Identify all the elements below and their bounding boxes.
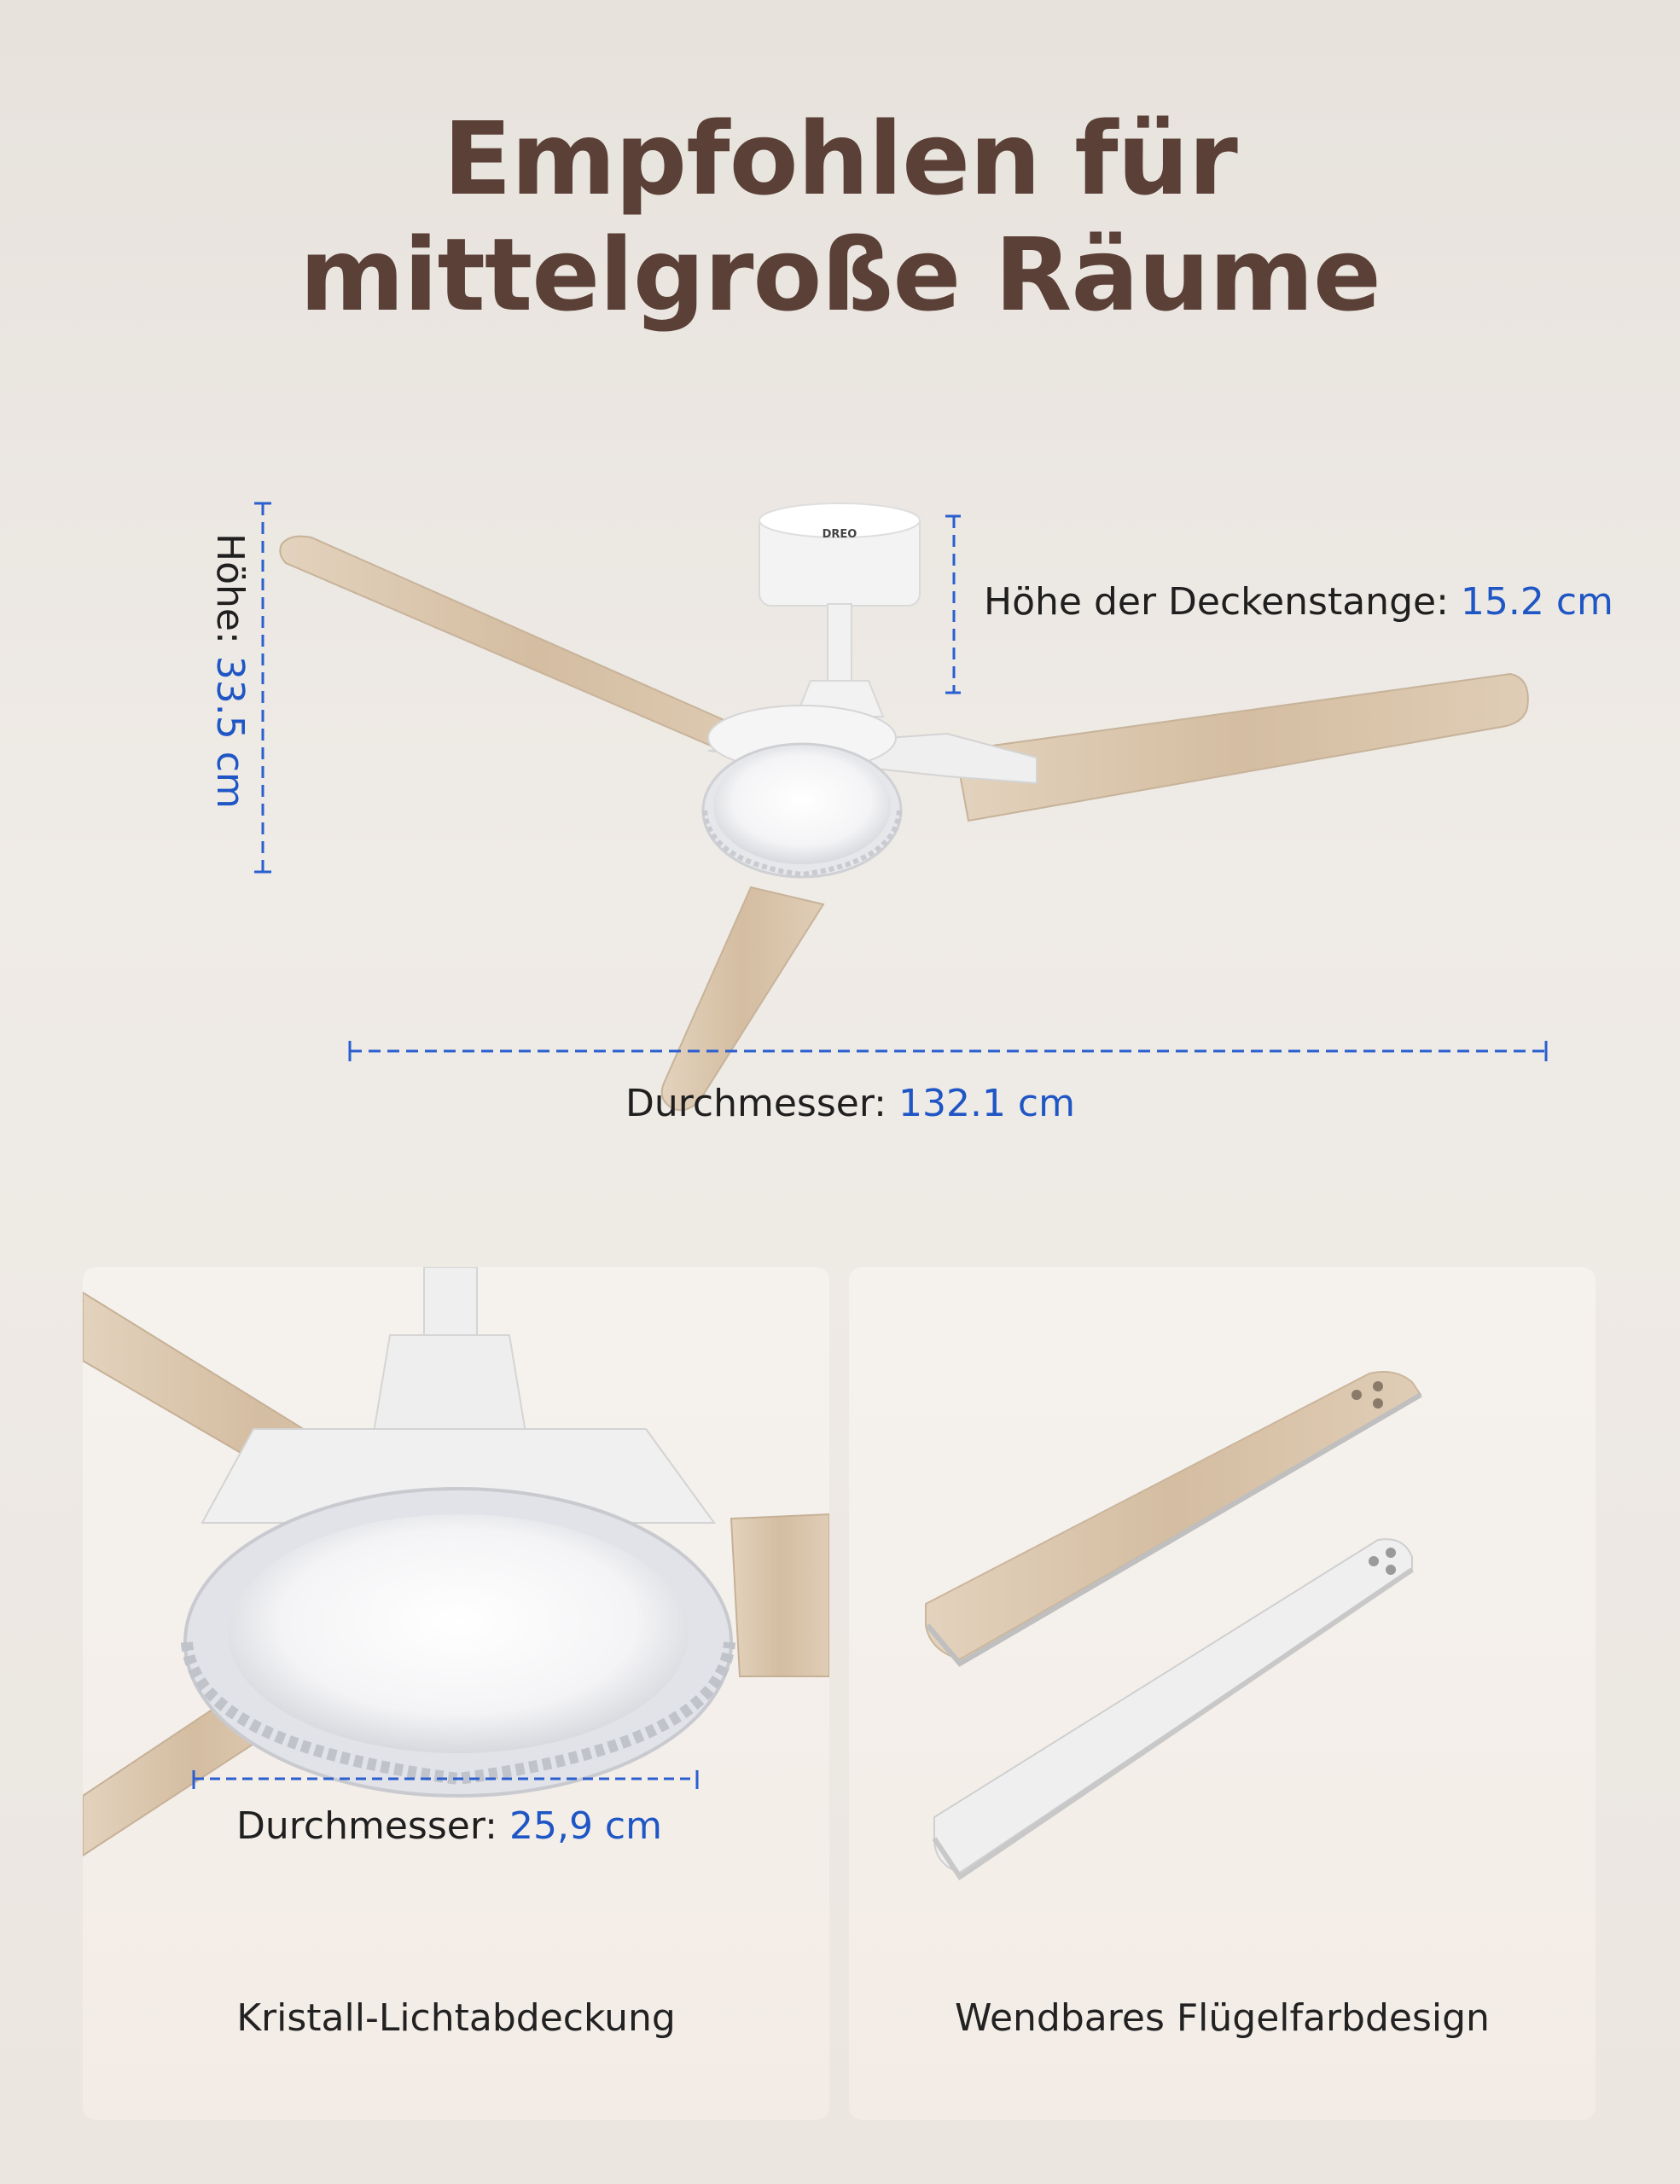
rod-dimension-line (945, 516, 961, 693)
light-diameter-label (236, 1804, 662, 1848)
reversible-blade-panel (849, 1267, 1596, 2120)
crystal-light-illustration (83, 1267, 829, 2120)
light-diameter-value: 25,9 cm (509, 1804, 662, 1848)
brand-logo: DREO (822, 528, 857, 541)
reversible-blades-illustration (849, 1267, 1596, 2120)
height-label-text: Höhe: (208, 533, 252, 644)
height-dimension-line (254, 503, 271, 872)
rod-height-label (984, 580, 1613, 624)
crystal-light-caption: Kristall-Lichtabdeckung (236, 1996, 676, 2040)
height-value: 33.5 cm (208, 655, 252, 809)
diameter-value: 132.1 cm (898, 1082, 1075, 1125)
crystal-light-panel (83, 1267, 829, 2120)
height-label (208, 533, 252, 809)
light-diameter-label-text: Durchmesser: (236, 1804, 497, 1848)
rod-height-label-text: Höhe der Deckenstange: (984, 580, 1449, 624)
fan-body (703, 503, 1037, 877)
reversible-blade-caption: Wendbares Flügelfarbdesign (955, 1996, 1490, 2040)
diameter-label (625, 1082, 1075, 1125)
rod-height-value: 15.2 cm (1460, 580, 1613, 624)
title-line-2: mittelgroße Räume (299, 216, 1381, 334)
diameter-dimension-line (350, 1041, 1546, 1061)
title-line-1: Empfohlen für (443, 100, 1237, 218)
diameter-label-text: Durchmesser: (625, 1082, 887, 1125)
